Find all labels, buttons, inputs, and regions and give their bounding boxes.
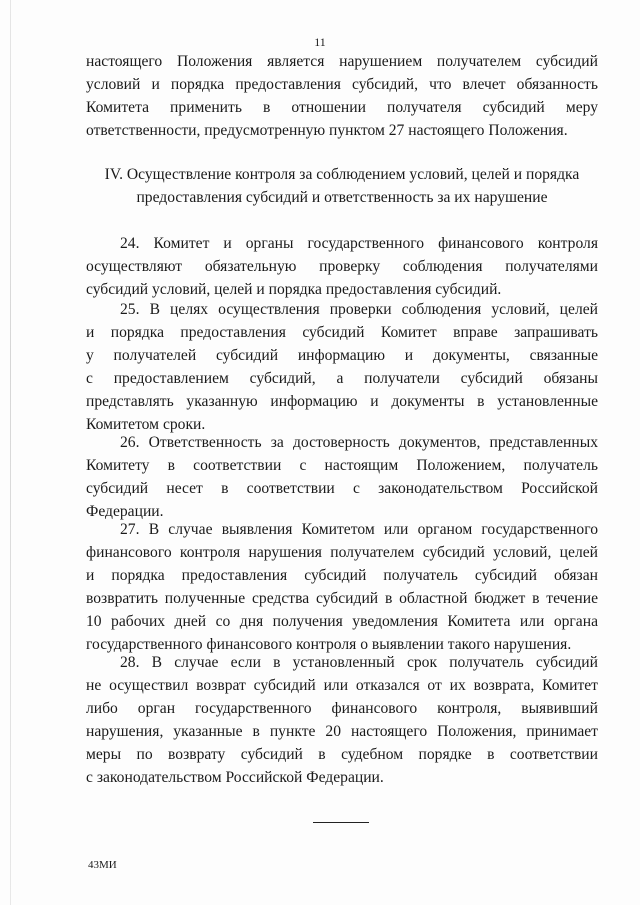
- text-line: финансового контроля нарушения получателем субсидий условий, целей: [86, 544, 598, 561]
- text-line: с законодательством Российской Федерации.: [86, 769, 384, 786]
- paragraph-24: [86, 232, 598, 301]
- section-heading: [86, 163, 598, 209]
- footer-code: 43МИ: [88, 859, 117, 871]
- text-line: Федерации.: [86, 503, 164, 520]
- text-line: условий и порядка предоставления субсидий, что влечет обязанность: [86, 76, 598, 93]
- paragraph-27: [86, 518, 598, 656]
- text-line: представлять указанную информацию и документы в установленные: [86, 393, 598, 410]
- page-number: 11: [314, 35, 326, 49]
- text-line: 27. В случае выявления Комитетом или органом государственного: [120, 521, 598, 538]
- text-line: меры по возврату субсидий в судебном порядке в соответствии: [86, 746, 598, 763]
- end-separator-line: [313, 822, 369, 823]
- paragraph-25: [86, 298, 598, 436]
- text-line: у получателей субсидий информацию и документы, связанные: [86, 347, 598, 364]
- text-line: не осуществил возврат субсидий или отказался от их возврата, Комитет: [86, 677, 598, 694]
- text-line: 28. В случае если в установленный срок получатель субсидий: [120, 654, 598, 671]
- scan-edge-line: [10, 0, 11, 905]
- text-line: Комитета применить в отношении получателя субсидий меру: [86, 99, 598, 116]
- text-line: настоящего Положения является нарушением получателем субсидий: [86, 53, 598, 70]
- text-line: возвратить полученные средства субсидий в областной бюджет в течение: [86, 590, 598, 607]
- paragraph-26: [86, 431, 598, 523]
- text-line: Комитету в соответствии с настоящим Положением, получатель: [86, 457, 598, 474]
- text-line: субсидий условий, целей и порядка предоставления субсидий.: [86, 281, 502, 298]
- text-line: Комитетом сроки.: [86, 416, 206, 433]
- text-line: нарушения, указанные в пункте 20 настоящего Положения, принимает: [86, 723, 598, 740]
- text-line: либо орган государственного финансового контроля, выявивший: [86, 700, 598, 717]
- text-line: 10 рабочих дней со дня получения уведомления Комитета или органа: [86, 613, 598, 630]
- text-line: 24. Комитет и органы государственного финансового контроля: [120, 235, 598, 252]
- text-line: 25. В целях осуществления проверки соблюдения условий, целей: [120, 301, 598, 318]
- intro-paragraph: [86, 50, 598, 142]
- text-line: и порядка предоставления субсидий Комитет вправе запрашивать: [86, 324, 598, 341]
- text-line: субсидий несет в соответствии с законодательством Российской: [86, 480, 598, 497]
- heading-line: предоставления субсидий и ответственность за их нарушение: [136, 189, 548, 206]
- text-line: с предоставлением субсидий, а получатели субсидий обязаны: [86, 370, 598, 387]
- text-line: ответственности, предусмотренную пунктом 27 настоящего Положения.: [86, 122, 568, 139]
- text-line: осуществляют обязательную проверку соблюдения получателями: [86, 258, 598, 275]
- text-line: 26. Ответственность за достоверность документов, представленных: [120, 434, 598, 451]
- text-line: государственного финансового контроля о выявлении такого нарушения.: [86, 636, 572, 653]
- heading-line: IV. Осуществление контроля за соблюдением условий, целей и порядка: [104, 166, 580, 183]
- paragraph-28: [86, 651, 598, 789]
- text-line: и порядка предоставления субсидий получатель субсидий обязан: [86, 567, 598, 584]
